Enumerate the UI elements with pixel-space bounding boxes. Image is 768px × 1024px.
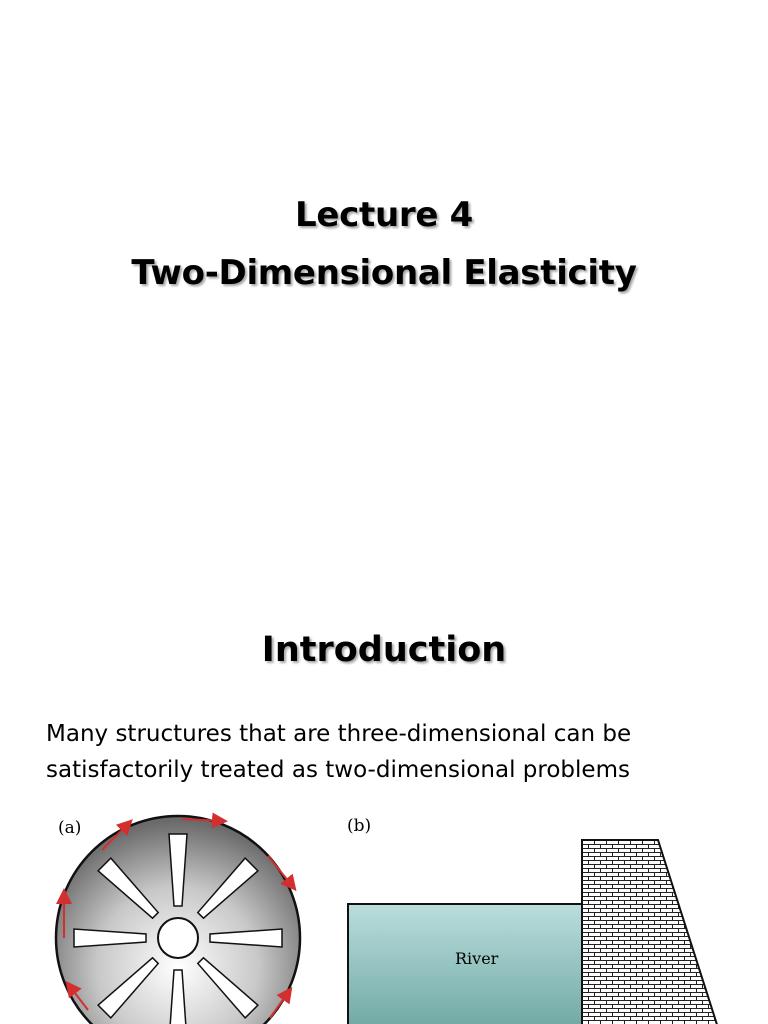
figure-b-label: (b) xyxy=(347,816,372,836)
figure-b-dam xyxy=(582,840,720,1024)
figure-a-label: (a) xyxy=(58,818,82,838)
introduction-slide xyxy=(0,540,768,1024)
introduction-line-1: Many structures that are three-dimensional can be xyxy=(46,721,632,747)
lecture-topic: Two-Dimensional Elasticity xyxy=(131,253,637,293)
lecture-number: Lecture 4 xyxy=(295,195,473,235)
river-label: River xyxy=(455,949,499,968)
lecture-title xyxy=(0,186,768,302)
figure-a-disc xyxy=(56,816,300,1024)
introduction-heading: Introduction xyxy=(261,630,507,670)
figures-drawing xyxy=(0,540,768,1024)
introduction-line-2: satisfactorily treated as two-dimensional problems xyxy=(46,757,630,783)
